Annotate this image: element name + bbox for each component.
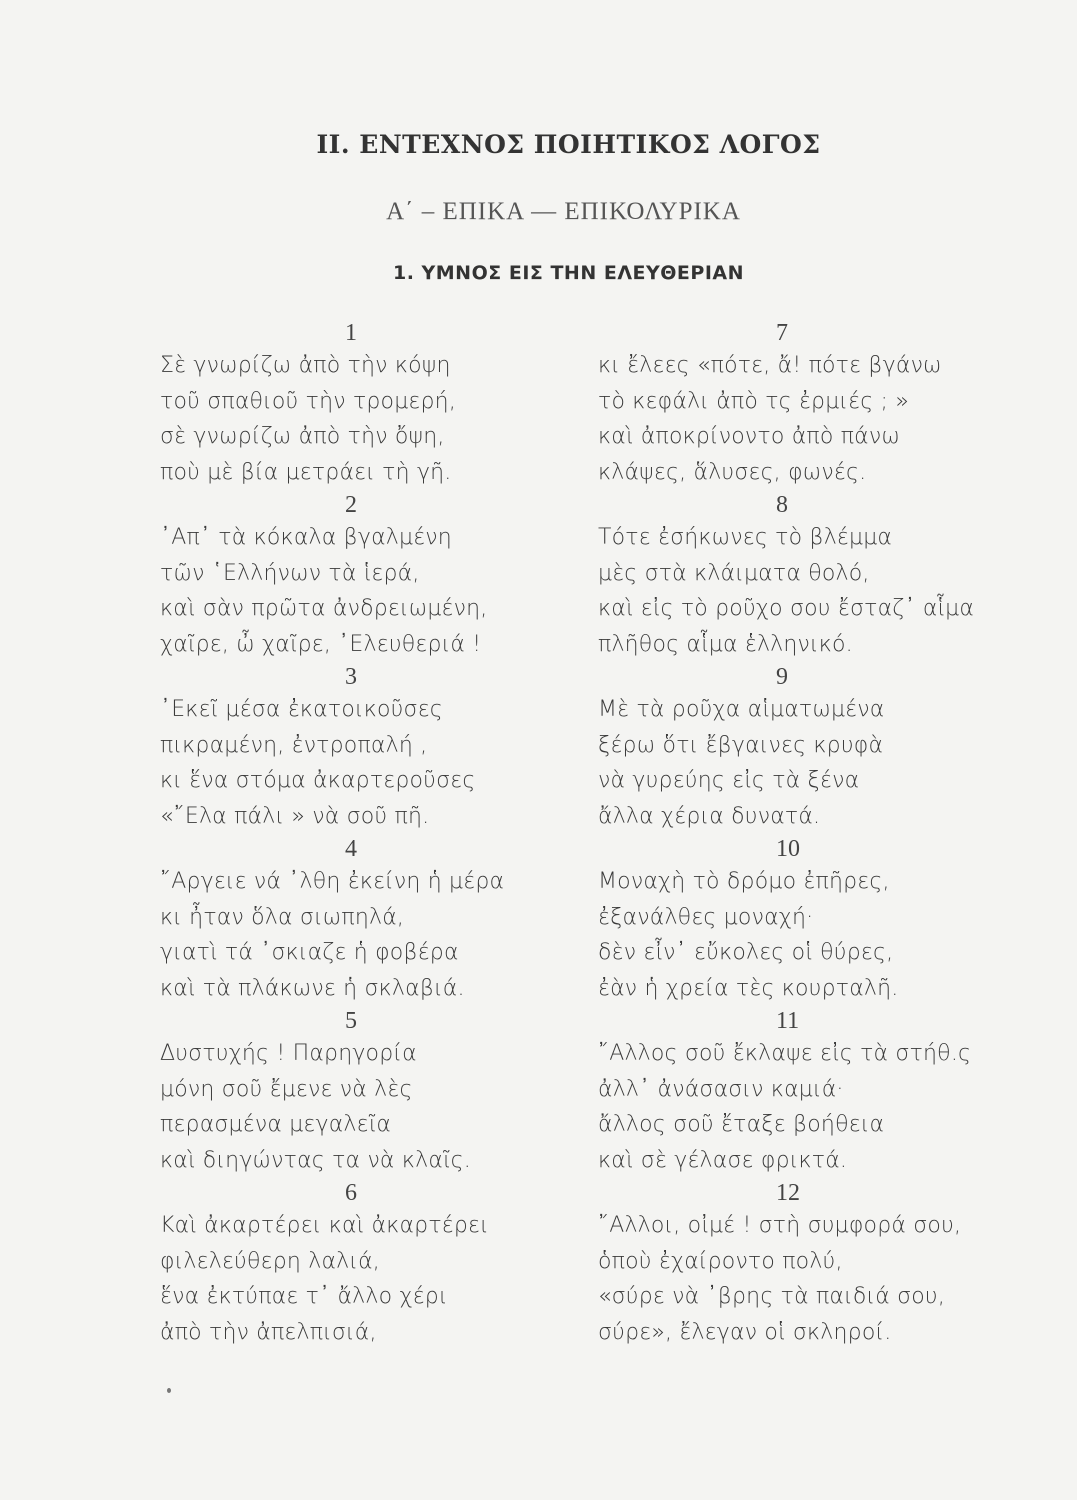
stanza-number: 11 — [776, 1008, 800, 1034]
verse-line: καὶ σὰν πρῶτα ἀνδρειωμένη, — [160, 596, 488, 621]
verse-line: ὁποὺ ἐχαίροντο πολύ, — [598, 1248, 843, 1274]
poem-title: 1. ΥΜΝΟΣ ΕΙΣ ΤΗΝ ΕΛΕΥΘΕΡΙΑΝ — [392, 262, 745, 284]
verse-line: Μοναχὴ τὸ δρόμο ἐπῆρες, — [598, 869, 890, 894]
verse-line: ἀπὸ τὴν ἀπελπισιά, — [160, 1319, 377, 1345]
stanza — [598, 318, 998, 490]
stanza — [160, 318, 550, 490]
verse-line: πλῆθος αἷμα ἑλληνικό. — [598, 631, 853, 657]
stanza — [598, 1006, 998, 1178]
verse-line: μὲς στὰ κλάιματα θολό, — [598, 560, 870, 586]
verse-line: ἐὰν ἡ χρεία τὲς κουρταλῆ. — [598, 975, 899, 1001]
verse-line: φιλελεύθερη λαλιά, — [160, 1248, 380, 1274]
verse-line: ἐξανάλθες μοναχή· — [598, 904, 814, 930]
verse-line: ῎Αλλοι, οἰμέ ! στὴ συμφορά σου, — [598, 1213, 962, 1238]
stanza-number: 8 — [776, 492, 788, 518]
verse-line: Σὲ γνωρίζω ἀπὸ τὴν κόψη — [160, 353, 451, 378]
stanza — [160, 490, 550, 662]
stanza-number: 9 — [776, 664, 788, 690]
stanza — [160, 1178, 550, 1350]
verse-line: Τότε ἐσήκωνες τὸ βλέμμα — [598, 525, 893, 550]
verse-line: ἕνα ἐκτύπαε τ᾿ ἄλλο χέρι — [160, 1284, 448, 1309]
stanza-number: 7 — [776, 320, 788, 346]
right-column — [598, 318, 998, 1350]
verse-line: μόνη σοῦ ἔμενε νὰ λὲς — [160, 1076, 413, 1102]
verse-line: πικραμένη, ἐντροπαλή , — [160, 732, 428, 758]
stanza — [598, 490, 998, 662]
verse-line: «σύρε νὰ ᾿βρης τὰ παιδιά σου, — [598, 1284, 946, 1309]
stanza-number: 1 — [345, 320, 357, 346]
verse-line: «῎Ελα πάλι » νὰ σοῦ πῆ. — [160, 803, 430, 829]
verse-line: χαῖρε, ὦ χαῖρε, ᾿Ελευθεριά ! — [160, 631, 482, 657]
verse-line: τῶν ῾Ελλήνων τὰ ἱερά, — [160, 560, 420, 586]
stanza — [598, 1178, 998, 1350]
verse-line: καὶ ἀποκρίνοντο ἀπὸ πάνω — [598, 424, 900, 449]
subsection-title: Α΄ – ΕΠΙΚΑ — ΕΠΙΚΟΛΥΡΙΚΑ — [386, 198, 741, 225]
verse-line: κλάψες, ἅλυσες, φωνές. — [598, 459, 867, 485]
verse-line: νὰ γυρεύης εἰς τὰ ξένα — [598, 768, 860, 793]
stanza — [160, 834, 550, 1006]
verse-line: ᾿Εκεῖ μέσα ἐκατοικοῦσες — [160, 697, 443, 722]
verse-line: κι ἦταν ὅλα σιωπηλά, — [160, 904, 405, 930]
left-column — [160, 318, 550, 1350]
section-title: II. ΕΝΤΕΧΝΟΣ ΠΟΙΗΤΙΚΟΣ ΛΟΓΟΣ — [316, 130, 821, 159]
verse-line: ἄλλα χέρια δυνατά. — [598, 803, 821, 829]
stanza — [598, 662, 998, 834]
verse-line: καὶ σὲ γέλασε φρικτά. — [598, 1147, 848, 1173]
stanza-number: 4 — [345, 836, 357, 862]
verse-line: Δυστυχής ! Παρηγορία — [160, 1041, 417, 1066]
verse-line: τοῦ σπαθιοῦ τὴν τρομερή, — [160, 388, 457, 414]
stanza-number: 12 — [776, 1180, 800, 1206]
ink-speck — [167, 1388, 171, 1393]
verse-line: περασμένα μεγαλεῖα — [160, 1112, 392, 1137]
stanza-number: 2 — [345, 492, 357, 518]
verse-line: σύρε», ἔλεγαν οἱ σκληροί. — [598, 1319, 892, 1345]
verse-line: Μὲ τὰ ροῦχα αἱματωμένα — [598, 697, 885, 722]
verse-line: καὶ εἰς τὸ ροῦχο σου ἔσταζ᾿ αἷμα — [598, 596, 975, 621]
stanza — [598, 834, 998, 1006]
verse-line: ἄλλος σοῦ ἔταξε βοήθεια — [598, 1112, 885, 1137]
verse-line: ῎Αλλος σοῦ ἔκλαψε εἰς τὰ στήθ.ς — [598, 1041, 972, 1066]
verse-line: τὸ κεφάλι ἀπὸ τς ἐρμιές ; » — [598, 388, 909, 414]
verse-line: γιατὶ τά ᾿σκιαζε ἡ φοβέρα — [160, 940, 459, 965]
verse-line: δὲν εἶν᾿ εὔκολες οἱ θύρες, — [598, 940, 894, 965]
verse-line: σὲ γνωρίζω ἀπὸ τὴν ὄψη, — [160, 424, 445, 449]
stanza-number: 6 — [345, 1180, 357, 1206]
verse-line: ποὺ μὲ βία μετράει τὴ γῆ. — [160, 459, 452, 485]
stanza-number: 10 — [776, 836, 800, 862]
verse-line: ἀλλ᾿ ἀνάσασιν καμιά· — [598, 1076, 844, 1102]
verse-line: κι ἔλεες «πότε, ἄ! πότε βγάνω — [598, 353, 942, 378]
verse-line: ᾿Απ᾿ τὰ κόκαλα βγαλμένη — [160, 525, 452, 550]
stanza-number: 5 — [345, 1008, 357, 1034]
stanza — [160, 1006, 550, 1178]
verse-line: καὶ τὰ πλάκωνε ἡ σκλαβιά. — [160, 975, 465, 1001]
verse-line: ξέρω ὅτι ἔβγαινες κρυφὰ — [598, 732, 884, 758]
verse-line: Καὶ ἀκαρτέρει καὶ ἀκαρτέρει — [160, 1213, 489, 1238]
verse-line: κι ἕνα στόμα ἀκαρτεροῦσες — [160, 768, 476, 793]
stanza-number: 3 — [345, 664, 357, 690]
stanza — [160, 662, 550, 834]
verse-line: ῎Αργειε νά ᾿λθη ἐκείνη ἡ μέρα — [160, 869, 505, 894]
verse-line: καὶ διηγώντας τα νὰ κλαῖς. — [160, 1147, 471, 1173]
